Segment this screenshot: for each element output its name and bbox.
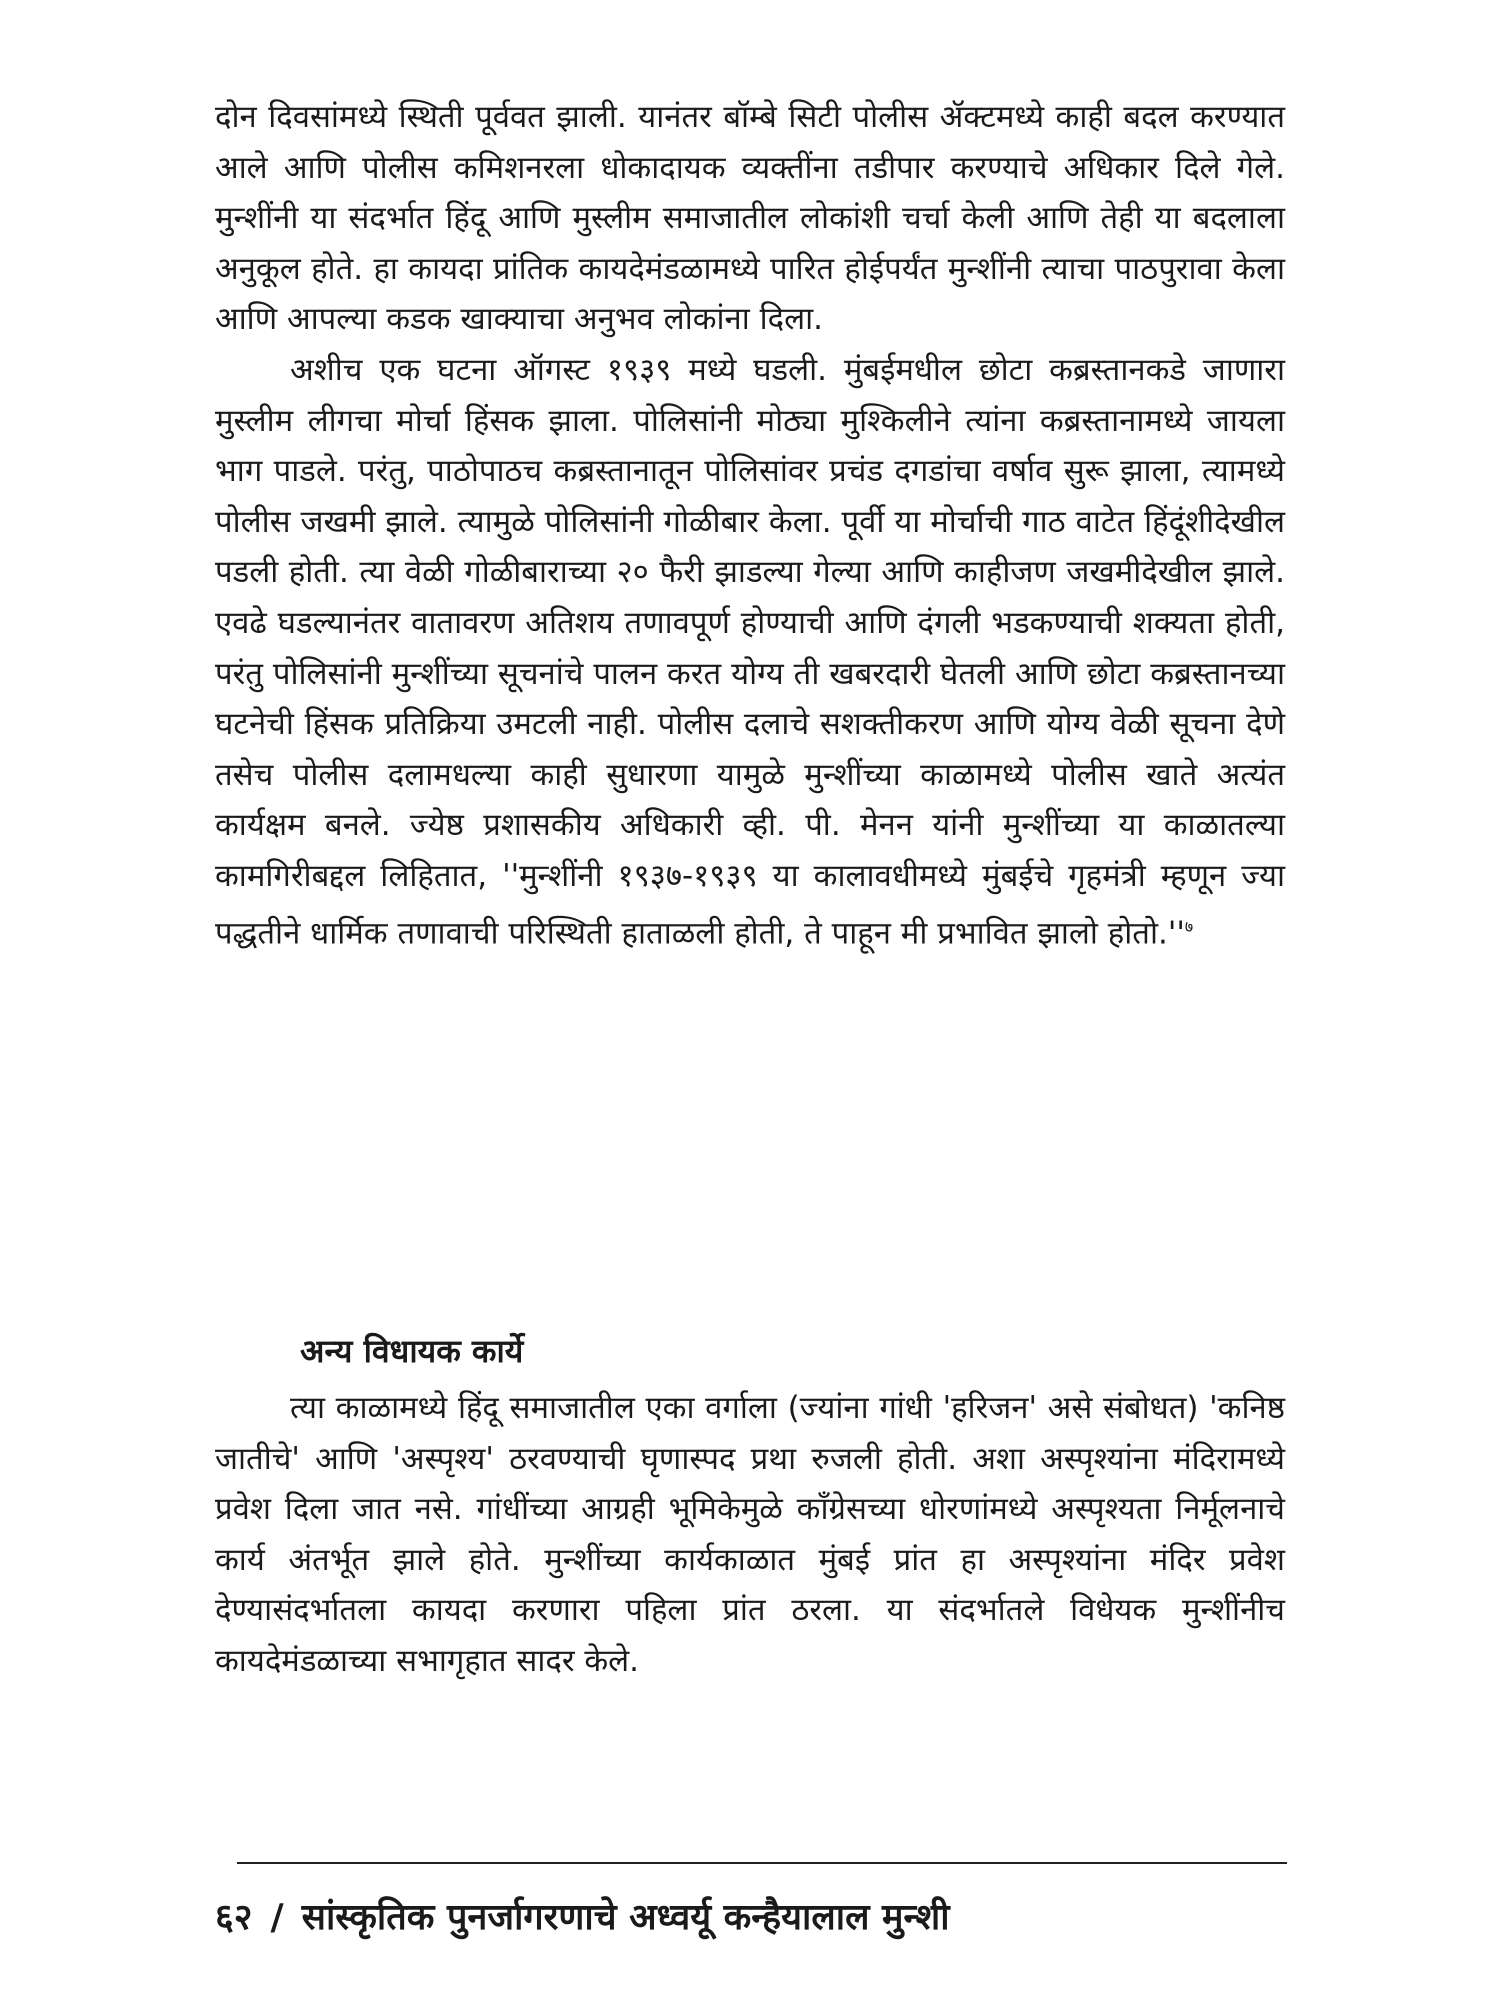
paragraph-3: त्या काळामध्ये हिंदू समाजातील एका वर्गाला (ज्यांना गांधी 'हरिजन' असे संबोधत) 'कनिष्ठ जातीचे' आणि 'अस्पृश्य' ठरवण्याची घृणास्पद प्रथा रुजली होती. अशा अस्पृश्यांना मंदिरामध्ये प्रवेश दिला जात नसे. गांधींच्या आग्रही भूमिकेमुळे काँग्रेसच्या धोरणांमध्ये अस्पृश्यता निर्मूलनाचे कार्य अंतर्भूत झाले होते. मुन्शींच्या कार्यकाळात मुंबई प्रांत हा अस्पृश्यांना मंदिर प्रवेश देण्यासंदर्भातला कायदा करणारा पहिला प्रांत ठरला. या संदर्भातले विधेयक मुन्शींनीच कायदेमंडळाच्या सभागृहात सादर केले. [215, 1390, 1285, 1679]
paragraph-2-text: अशीच एक घटना ऑगस्ट १९३९ मध्ये घडली. मुंबईमधील छोटा कब्रस्तानकडे जाणारा मुस्लीम लीगचा मोर्चा हिंसक झाला. पोलिसांनी मोठ्या मुश्किलीने त्यांना कब्रस्तानामध्ये जायला भाग पाडले. परंतु, पाठोपाठच कब्रस्तानातून पोलिसांवर प्रचंड दगडांचा वर्षाव सुरू झाला, त्यामध्ये पोलीस जखमी झाले. त्यामुळे पोलिसांनी गोळीबार केला. पूर्वी या मोर्चाची गाठ वाटेत हिंदूंशीदेखील पडली होती. त्या वेळी गोळीबाराच्या २० फैरी झाडल्या गेल्या आणि काहीजण जखमीदेखील झाले. एवढे घडल्यानंतर वातावरण अतिशय तणावपूर्ण होण्याची आणि दंगली भडकण्याची शक्यता होती, परंतु पोलिसांनी मुन्शींच्या सूचनांचे पालन करत योग्य ती खबरदारी घेतली आणि छोटा कब्रस्तानच्या घटनेची हिंसक प्रतिक्रिया उमटली नाही. पोलीस दलाचे सशक्तीकरण आणि योग्य वेळी सूचना देणे तसेच पोलीस दलामधल्या काही सुधारणा यामुळे मुन्शींच्या काळामध्ये पोलीस खाते अत्यंत कार्यक्षम बनले. ज्येष्ठ प्रशासकीय अधिकारी व्ही. पी. मेनन यांनी मुन्शींच्या या काळातल्या कामगिरीबद्दल लिहितात, ''मुन्शींनी १९३७-१९३९ या कालावधीमध्ये मुंबईचे गृहमंत्री म्हणून ज्या पद्धतीने धार्मिक तणावाची परिस्थिती हाताळली होती, ते पाहून मी प्रभावित झालो होतो.'' [215, 351, 1285, 951]
section-heading: अन्य विधायक कार्ये [300, 1332, 524, 1370]
paragraph-2 [215, 345, 1285, 958]
page-number: ६२ [215, 1897, 253, 1938]
book-title: सांस्कृतिक पुनर्जागरणाचे अध्वर्यू कन्हैयालाल मुन्शी [301, 1897, 950, 1938]
footnote-marker: ७ [1184, 916, 1194, 936]
paragraph-1: दोन दिवसांमध्ये स्थिती पूर्ववत झाली. यानंतर बॉम्बे सिटी पोलीस ॲक्टमध्ये काही बदल करण्यात आले आणि पोलीस कमिशनरला धोकादायक व्यक्तींना तडीपार करण्याचे अधिकार दिले गेले. मुन्शींनी या संदर्भात हिंदू आणि मुस्लीम समाजातील लोकांशी चर्चा केली आणि तेही या बदलाला अनुकूल होते. हा कायदा प्रांतिक कायदेमंडळामध्ये पारित होईपर्यंत मुन्शींनी त्याचा पाठपुरावा केला आणि आपल्या कडक खाक्याचा अनुभव लोकांना दिला. [215, 99, 1285, 338]
footer-separator: / [270, 1897, 284, 1938]
section-body-text [215, 1383, 1285, 1687]
main-body-text [215, 92, 1285, 958]
page-footer [215, 1895, 950, 1941]
footer-divider [237, 1862, 1287, 1864]
